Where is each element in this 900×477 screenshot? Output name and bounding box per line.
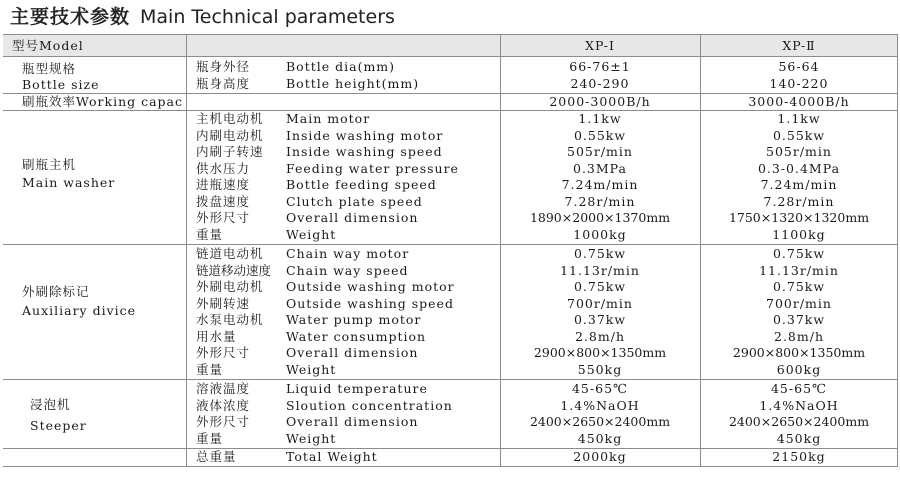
param-en: Liquid temperature: [286, 381, 428, 396]
value-xp1: 550kg: [577, 361, 623, 377]
param-en: Chain way motor: [286, 246, 410, 261]
header-xp1: XP-Ⅰ: [585, 38, 615, 53]
value-xp2: 1.1kw: [777, 111, 821, 126]
value-xp1: 0.3MPa: [573, 160, 627, 176]
value-xp2: 2150kg: [772, 449, 826, 464]
param-en: Feeding water pressure: [286, 160, 459, 176]
table-rule: [3, 379, 898, 380]
value-xp1: 1.4%NaOH: [560, 397, 640, 413]
value-xp1: 0.75kw: [573, 279, 627, 294]
param-zh: 水泵电动机: [196, 312, 264, 327]
value-xp1: 45-65℃: [571, 381, 629, 396]
value-xp2: 45-65℃: [770, 381, 828, 396]
group-label-zh: 外刷除标记: [22, 284, 90, 299]
group-label-zh: 刷瓶主机: [22, 157, 77, 172]
value-xp2: 450kg: [776, 430, 822, 446]
value-xp2: 0.55kw: [772, 127, 826, 143]
param-zh: 外形尺寸: [196, 345, 251, 360]
param-en: Inside washing speed: [286, 144, 443, 159]
group-label-zh: 浸泡机: [30, 397, 71, 412]
param-zh: 瓶身外径: [196, 59, 251, 74]
value-xp2: 7.28r/min: [763, 193, 835, 209]
value-xp2: 505r/min: [766, 144, 832, 159]
param-zh: 供水压力: [196, 160, 251, 176]
param-zh: 外刷电动机: [196, 279, 264, 294]
value-xp1: 1000kg: [573, 226, 627, 242]
param-en: Bottle height(mm): [286, 76, 420, 91]
value-xp2: 1750×1320×1320mm: [728, 210, 870, 225]
param-zh: 重量: [196, 226, 224, 242]
value-xp1: 0.37kw: [573, 312, 627, 327]
group-label-en: Steeper: [30, 418, 87, 433]
param-en: Chain way speed: [286, 262, 409, 278]
value-xp1: 66-76±1: [569, 59, 631, 74]
table-rule: [3, 466, 898, 467]
value-xp1: 505r/min: [567, 144, 633, 159]
value-xp2: 3000-4000B/h: [748, 94, 850, 109]
value-xp1: 2000kg: [573, 449, 627, 464]
capacity-label: 刷瓶效率Working capac: [22, 94, 184, 109]
param-zh: 外形尺寸: [196, 414, 251, 429]
total-zh: 总重量: [196, 449, 237, 464]
param-zh: 拨盘速度: [196, 193, 251, 209]
param-zh: 重量: [196, 361, 224, 377]
value-xp2: 600kg: [776, 361, 822, 377]
param-zh: 液体浓度: [196, 397, 251, 413]
param-en: Weight: [286, 430, 337, 446]
value-xp1: 0.55kw: [573, 127, 627, 143]
value-xp2: 0.3-0.4MPa: [757, 160, 841, 176]
param-zh: 用水量: [196, 328, 237, 344]
group-label-en: Main washer: [22, 175, 116, 190]
param-en: Weight: [286, 361, 337, 377]
value-xp1: 0.75kw: [573, 246, 627, 261]
param-zh: 溶液温度: [196, 381, 251, 396]
param-zh: 内刷电动机: [196, 127, 264, 143]
value-xp1: 450kg: [577, 430, 623, 446]
value-xp2: 2.8m/h: [774, 328, 824, 344]
param-en: Bottle feeding speed: [286, 177, 437, 192]
param-zh: 链道电动机: [196, 246, 264, 261]
param-zh: 外刷转速: [196, 295, 251, 311]
group-label-en: Bottle size: [22, 77, 100, 92]
group-label-en: Auxiliary divice: [22, 303, 137, 318]
table-rule: [3, 244, 898, 245]
param-en: Sloution concentration: [286, 397, 453, 413]
table-rule: [3, 34, 898, 35]
value-xp1: 240-290: [570, 76, 630, 91]
value-xp1: 1.1kw: [578, 111, 622, 126]
param-zh: 瓶身高度: [196, 76, 251, 91]
value-xp1: 1890×2000×1370mm: [529, 210, 671, 225]
header-xp2: XP-Ⅱ: [782, 38, 816, 53]
value-xp2: 0.75kw: [772, 279, 826, 294]
total-en: Total Weight: [286, 449, 378, 464]
param-en: Weight: [286, 226, 337, 242]
param-en: Bottle dia(mm): [286, 59, 396, 74]
page-title: [10, 2, 395, 32]
value-xp2: 1100kg: [772, 226, 826, 242]
param-en: Overall dimension: [286, 414, 419, 429]
param-en: Water consumption: [286, 328, 427, 344]
value-xp1: 2.8m/h: [575, 328, 625, 344]
param-en: Water pump motor: [286, 312, 422, 327]
group-label-zh: 瓶型规格: [22, 61, 77, 76]
header-model: 型号Model: [12, 38, 84, 53]
value-xp2: 2900×800×1350mm: [732, 345, 866, 360]
value-xp1: 2400×2650×2400mm: [529, 414, 671, 429]
param-zh: 进瓶速度: [196, 177, 251, 192]
param-en: Outside washing speed: [286, 295, 454, 311]
value-xp1: 7.24m/min: [561, 177, 639, 192]
value-xp2: 56-64: [778, 59, 820, 74]
value-xp1: 11.13r/min: [560, 262, 640, 278]
table-rule: [3, 56, 898, 57]
param-en: Main motor: [286, 111, 371, 126]
value-xp1: 700r/min: [567, 295, 633, 311]
param-en: Overall dimension: [286, 345, 419, 360]
value-xp2: 0.37kw: [772, 312, 826, 327]
value-xp2: 2400×2650×2400mm: [728, 414, 870, 429]
value-xp1: 2000-3000B/h: [549, 94, 651, 109]
param-zh: 重量: [196, 430, 224, 446]
param-en: Clutch plate speed: [286, 193, 423, 209]
value-xp2: 1.4%NaOH: [759, 397, 839, 413]
title-zh: 主要技术参数: [10, 6, 131, 28]
param-zh: 主机电动机: [196, 111, 264, 126]
title-en: Main Technical parameters: [140, 6, 395, 28]
table-column-rule: [186, 34, 187, 467]
value-xp1: 7.28r/min: [564, 193, 636, 209]
value-xp2: 700r/min: [766, 295, 832, 311]
param-en: Overall dimension: [286, 210, 419, 225]
param-en: Outside washing motor: [286, 279, 455, 294]
value-xp2: 140-220: [769, 76, 829, 91]
value-xp1: 2900×800×1350mm: [533, 345, 667, 360]
param-zh: 外形尺寸: [196, 210, 251, 225]
value-xp2: 0.75kw: [772, 246, 826, 261]
value-xp2: 11.13r/min: [759, 262, 839, 278]
param-zh: 链道移动速度: [196, 262, 272, 278]
param-en: Inside washing motor: [286, 127, 444, 143]
param-zh: 内刷子转速: [196, 144, 264, 159]
value-xp2: 7.24m/min: [760, 177, 838, 192]
